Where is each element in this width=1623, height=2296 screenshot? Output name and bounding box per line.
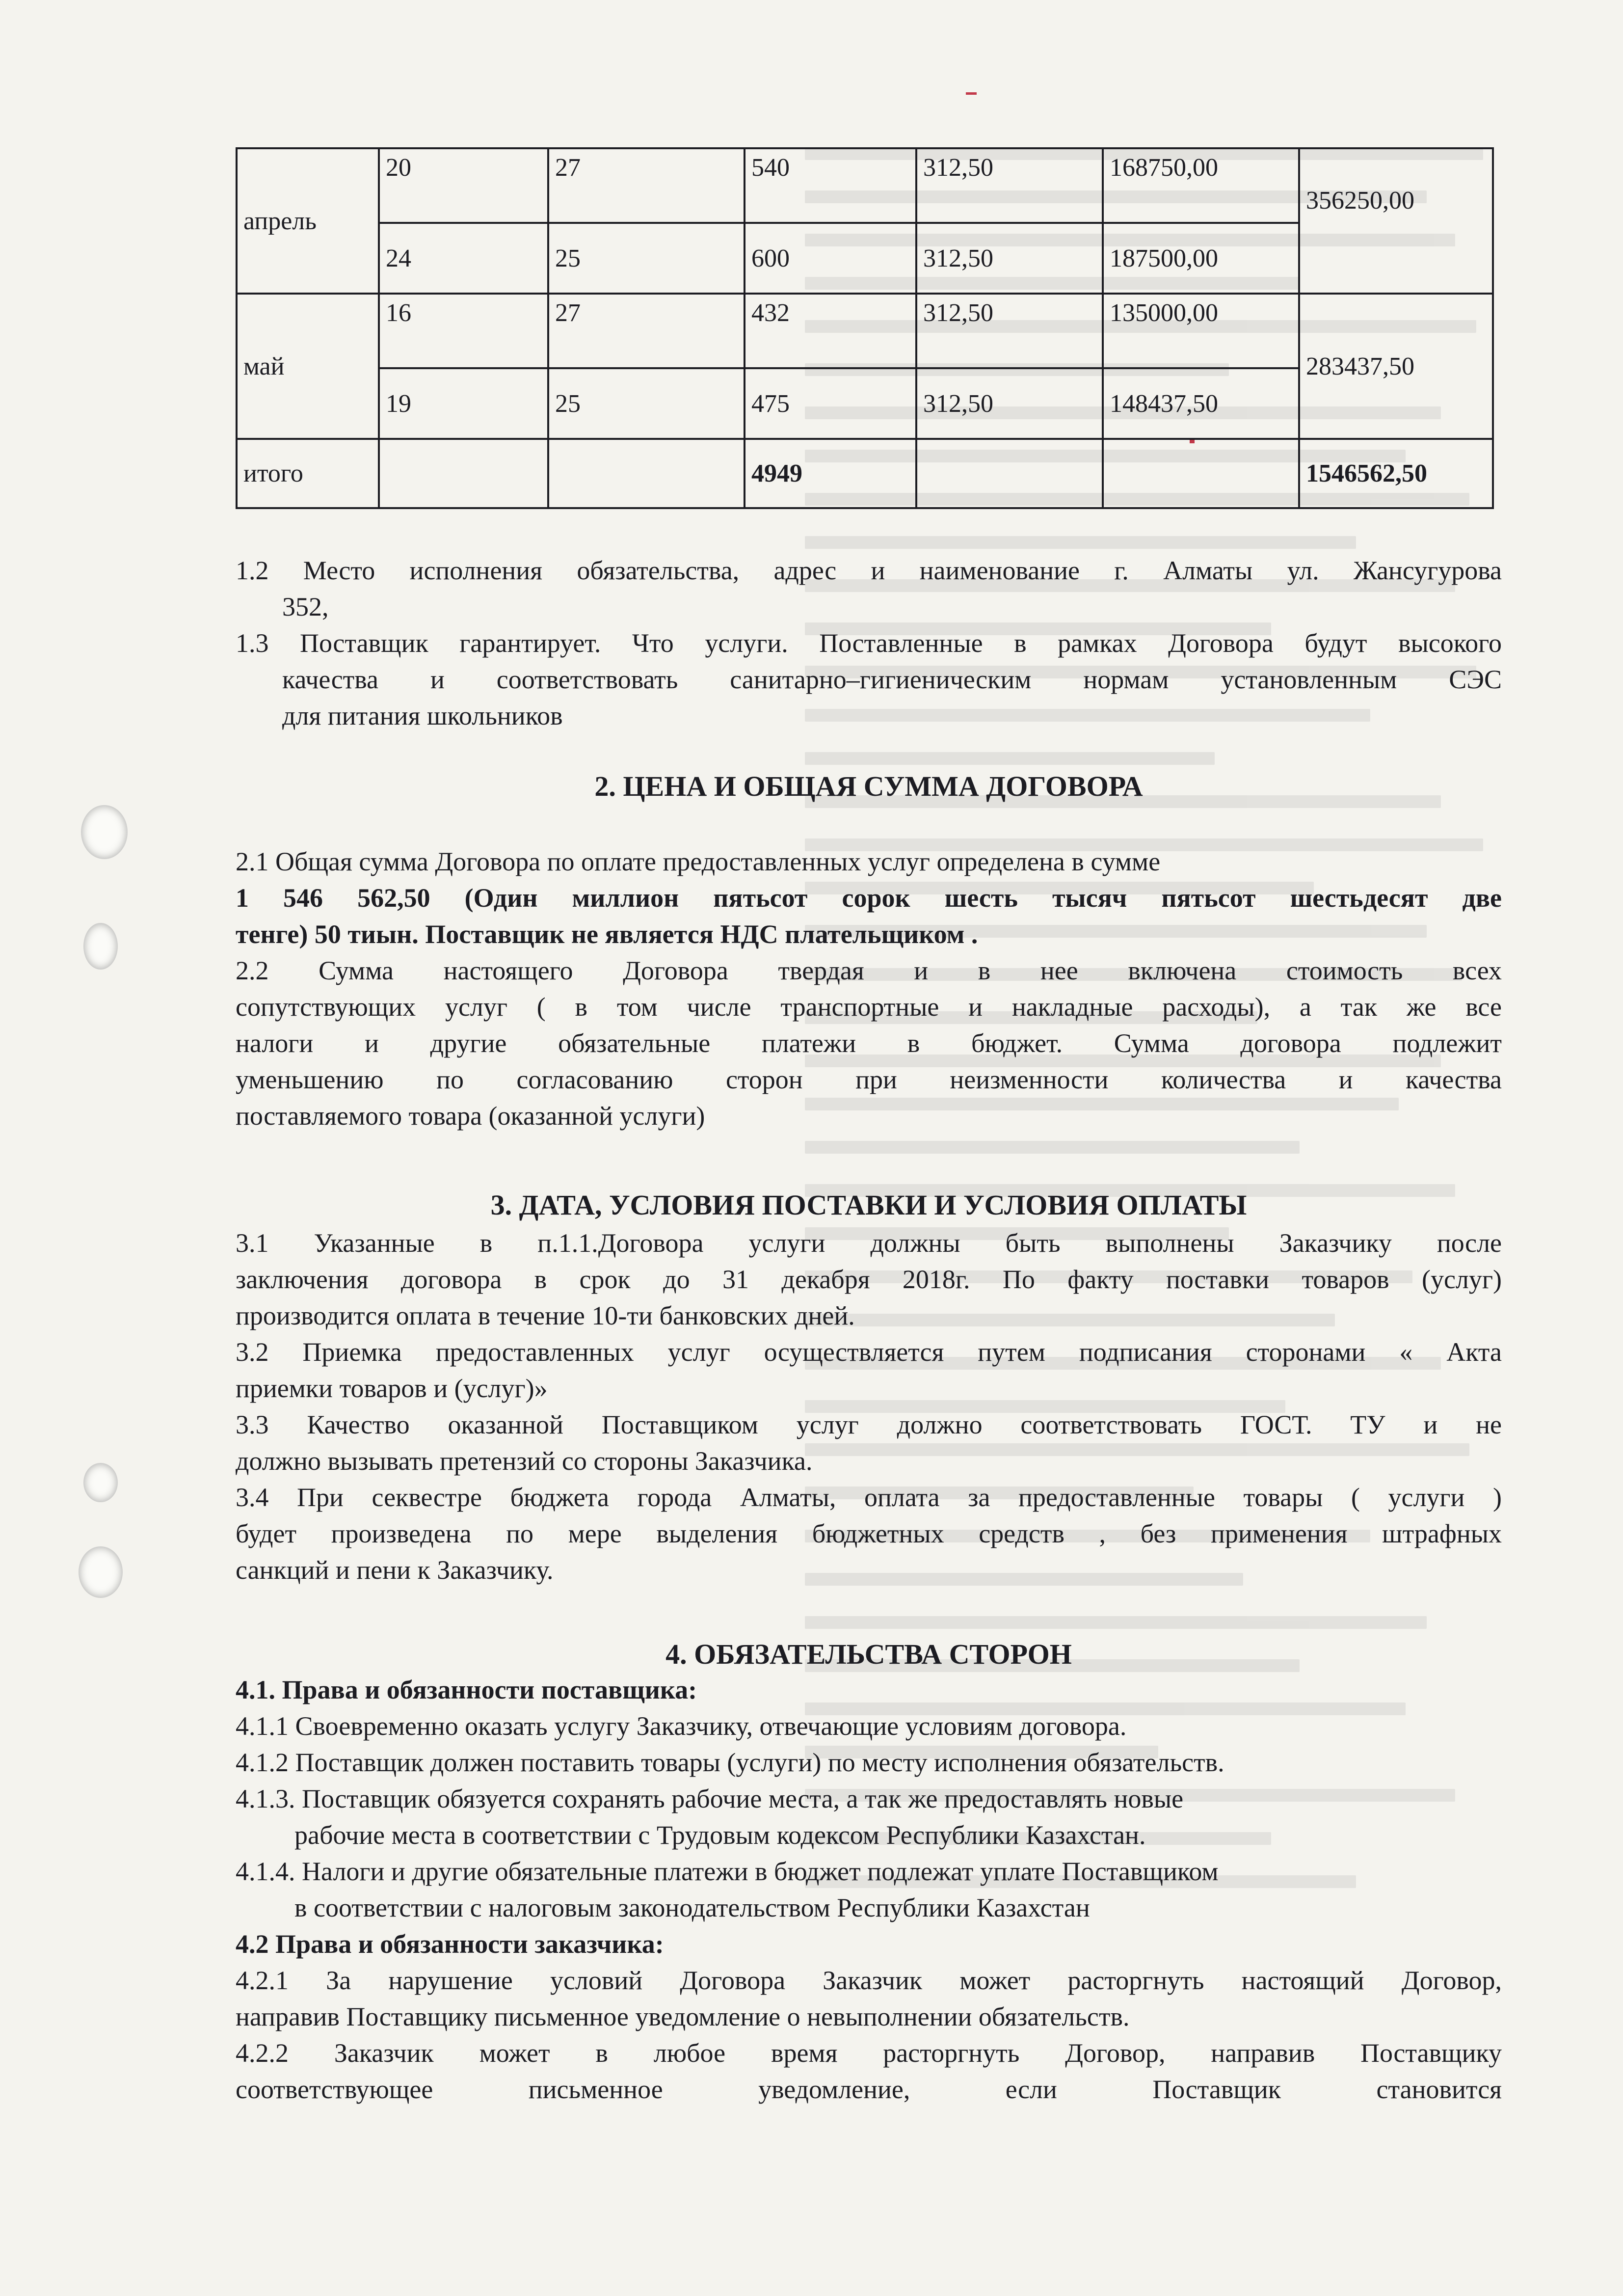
table-cell bbox=[548, 439, 745, 508]
table-cell bbox=[916, 439, 1103, 508]
paragraph-3-4-cont: санкций и пени к Заказчику. bbox=[236, 1555, 554, 1585]
table-cell: 19 bbox=[379, 368, 548, 439]
paragraph-3-1-cont: заключения договора в срок до 31 декабря 2018г. По факту поставки товаров (услуг) bbox=[236, 1265, 1502, 1294]
section-4-body bbox=[236, 1672, 1502, 2107]
table-row bbox=[237, 148, 1493, 223]
section-heading: 3. ДАТА, УСЛОВИЯ ПОСТАВКИ И УСЛОВИЯ ОПЛАТЫ bbox=[490, 1189, 1247, 1221]
paragraph-2-2: 2.2 Сумма настоящего Договора твердая и в нее включена стоимость всех bbox=[236, 956, 1502, 985]
section-3 bbox=[236, 1187, 1502, 1223]
table-cell bbox=[379, 439, 548, 508]
paragraph-3-4-cont: будет произведена по мере выделения бюджетных средств , без применения штрафных bbox=[236, 1519, 1502, 1548]
paragraph-1-3-cont: качества и соответствовать санитарно–гигиеническим нормам установленным СЭС bbox=[282, 665, 1502, 694]
table-cell: 27 bbox=[548, 148, 745, 223]
table-cell: 25 bbox=[548, 223, 745, 294]
table-row bbox=[237, 294, 1493, 368]
table-cell: 25 bbox=[548, 368, 745, 439]
total-row bbox=[237, 439, 1493, 508]
section-heading: 2. ЦЕНА И ОБЩАЯ СУММА ДОГОВОРА bbox=[594, 770, 1143, 802]
paragraph-4-2-1-cont: направив Поставщику письменное уведомление о невыполнении обязательств. bbox=[236, 2002, 1130, 2031]
paragraph-2-2-cont: поставляемого товара (оказанной услуги) bbox=[236, 1101, 705, 1131]
paragraph-4-1-1: 4.1.1 Своевременно оказать услугу Заказчику, отвечающие условиям договора. bbox=[236, 1711, 1127, 1741]
paragraph-2-2-cont: уменьшению по согласованию сторон при неизменности количества и качества bbox=[236, 1065, 1502, 1094]
month-total-cell: 283437,50 bbox=[1299, 294, 1493, 439]
section-1-continuation bbox=[236, 552, 1502, 734]
table-cell: 312,50 bbox=[916, 223, 1103, 294]
paragraph-1-2: 1.2 Место исполнения обязательства, адрес и наименование г. Алматы ул. Жансугурова bbox=[236, 556, 1502, 585]
paragraph-3-1: 3.1 Указанные в п.1.1.Договора услуги должны быть выполнены Заказчику после bbox=[236, 1228, 1502, 1258]
paragraph-1-3-cont2: для питания школьников bbox=[282, 701, 563, 730]
paragraph-3-3-cont: должно вызывать претензий со стороны Заказчика. bbox=[236, 1446, 813, 1476]
paragraph-4-1-4: 4.1.4. Налоги и другие обязательные платежи в бюджет подлежат уплате Поставщиком bbox=[236, 1857, 1219, 1886]
paragraph-4-1-3: 4.1.3. Поставщик обязуется сохранять рабочие места, а так же предоставлять новые bbox=[236, 1784, 1184, 1813]
subsection-heading-4-2: 4.2 Права и обязанности заказчика: bbox=[236, 1929, 664, 1959]
table-cell bbox=[1103, 439, 1299, 508]
table-cell: 312,50 bbox=[916, 368, 1103, 439]
punch-hole bbox=[79, 1546, 123, 1598]
table-cell: 16 bbox=[379, 294, 548, 368]
paragraph-1-3: 1.3 Поставщик гарантирует. Что услуги. Поставленные в рамках Договора будут высокого bbox=[236, 628, 1502, 658]
paragraph-3-1-cont: производится оплата в течение 10-ти банковских дней. bbox=[236, 1301, 855, 1330]
table-cell: 540 bbox=[745, 148, 916, 223]
paragraph-3-4: 3.4 При секвестре бюджета города Алматы, оплата за предоставленные товары ( услуги ) bbox=[236, 1483, 1502, 1512]
punch-hole bbox=[83, 1463, 118, 1502]
paragraph-2-1-amount: 1 546 562,50 (Один миллион пятьсот сорок шесть тысяч пятьсот шестьдесят две bbox=[236, 883, 1502, 913]
subsection-heading-4-1: 4.1. Права и обязанности поставщика: bbox=[236, 1675, 697, 1704]
section-heading: 4. ОБЯЗАТЕЛЬСТВА СТОРОН bbox=[665, 1638, 1072, 1670]
table-cell: 312,50 bbox=[916, 294, 1103, 368]
total-quantity: 4949 bbox=[745, 439, 916, 508]
paragraph-4-2-2: 4.2.2 Заказчик может в любое время расторгнуть Договор, направив Поставщику bbox=[236, 2038, 1502, 2068]
paragraph-3-2-cont: приемки товаров и (услуг)» bbox=[236, 1374, 548, 1403]
paragraph-4-1-2: 4.1.2 Поставщик должен поставить товары (услуги) по месту исполнения обязательств. bbox=[236, 1748, 1224, 1777]
total-sum: 1546562,50 bbox=[1299, 439, 1493, 508]
paragraph-4-2-1: 4.2.1 За нарушение условий Договора Заказчик может расторгнуть настоящий Договор, bbox=[236, 1966, 1502, 1995]
table-cell: 187500,00 bbox=[1103, 223, 1299, 294]
paragraph-2-2-cont: сопутствующих услуг ( в том числе транспортные и накладные расходы), а так же все bbox=[236, 992, 1502, 1022]
table-cell: 312,50 bbox=[916, 148, 1103, 223]
table-cell: 24 bbox=[379, 223, 548, 294]
table-cell: 148437,50 bbox=[1103, 368, 1299, 439]
paragraph-3-2: 3.2 Приемка предоставленных услуг осуществляется путем подписания сторонами « Акта bbox=[236, 1337, 1502, 1367]
paragraph-2-2-cont: налоги и другие обязательные платежи в бюджет. Сумма договора подлежит bbox=[236, 1028, 1502, 1058]
paragraph-4-1-3-cont: рабочие места в соответствии с Трудовым кодексом Республики Казахстан. bbox=[294, 1820, 1146, 1850]
table-cell: 27 bbox=[548, 294, 745, 368]
paragraph-4-2-2-cont: соответствующее письменное уведомление, если Поставщик становится bbox=[236, 2075, 1502, 2104]
paragraph-4-1-4-cont: в соответствии с налоговым законодательством Республики Казахстан bbox=[294, 1893, 1090, 1922]
punch-hole bbox=[83, 923, 118, 970]
section-3-body bbox=[236, 1225, 1502, 1588]
month-cell: май bbox=[237, 294, 379, 439]
paragraph-2-1: 2.1 Общая сумма Договора по оплате предоставленных услуг определена в сумме bbox=[236, 847, 1161, 876]
month-total-cell: 356250,00 bbox=[1299, 148, 1493, 294]
paragraph-3-3: 3.3 Качество оказанной Поставщиком услуг должно соответствовать ГОСТ. ТУ и не bbox=[236, 1410, 1502, 1439]
table-cell: 135000,00 bbox=[1103, 294, 1299, 368]
table-cell: 20 bbox=[379, 148, 548, 223]
pen-mark bbox=[966, 92, 977, 95]
paragraph-1-2-cont: 352, bbox=[282, 592, 329, 621]
table-cell: 475 bbox=[745, 368, 916, 439]
section-2 bbox=[236, 768, 1502, 805]
schedule-table bbox=[236, 147, 1494, 509]
table-cell: 600 bbox=[745, 223, 916, 294]
table-cell: 432 bbox=[745, 294, 916, 368]
punch-hole bbox=[81, 805, 128, 859]
month-cell: апрель bbox=[237, 148, 379, 294]
section-4 bbox=[236, 1636, 1502, 1673]
section-2-body bbox=[236, 843, 1502, 1134]
table-cell: 168750,00 bbox=[1103, 148, 1299, 223]
paragraph-2-1-amount-cont: тенге) 50 тиын. Поставщик не является НДС плательщиком . bbox=[236, 919, 978, 949]
total-label: итого bbox=[237, 439, 379, 508]
